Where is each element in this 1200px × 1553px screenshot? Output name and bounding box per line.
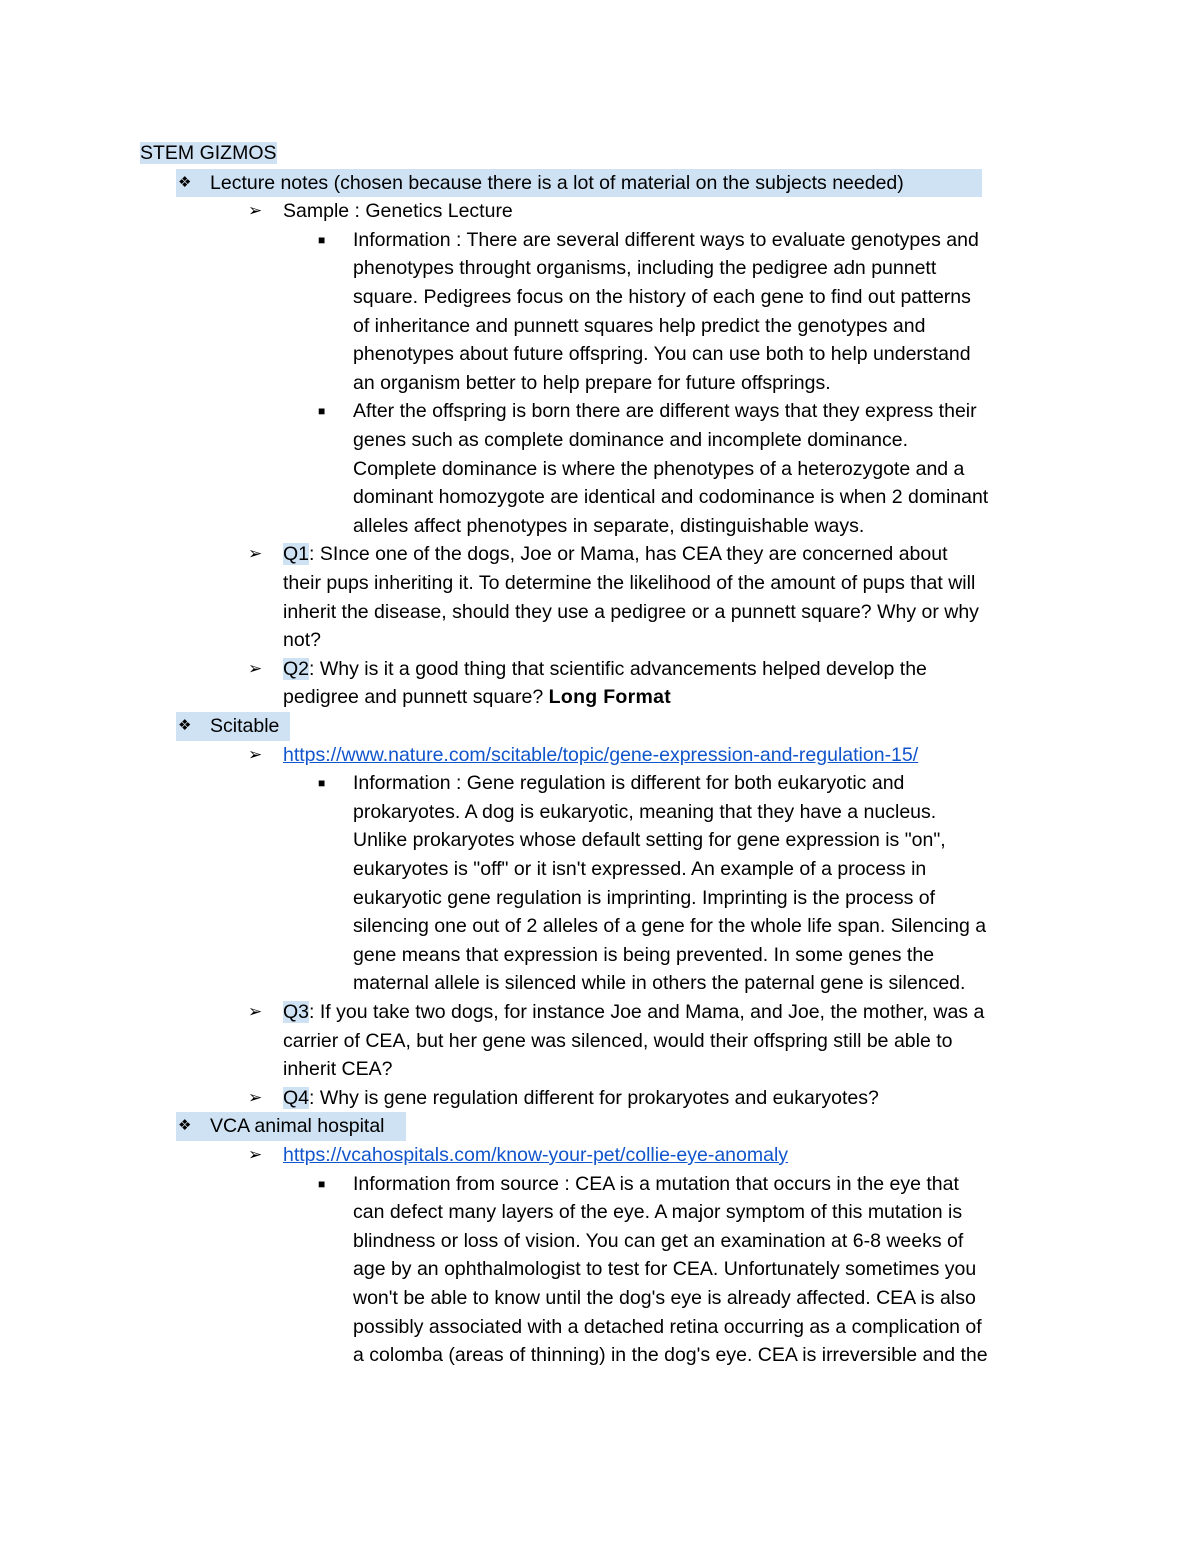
- info-text: silencing one out of 2 alleles of a gene for the whole life span. Silencing a: [353, 915, 987, 938]
- info-text: gene means that expression is being prevented. In some genes the: [353, 943, 935, 966]
- info-text: After the offspring is born there are different ways that they express their: [353, 400, 977, 423]
- q2-bold-note: Long Format: [548, 686, 672, 709]
- square-bullet-icon: ■: [318, 232, 326, 247]
- q2-text: : Why is it a good thing that scientific advancements helped develop the: [309, 657, 927, 680]
- arrow-bullet-icon: ➢: [248, 1002, 263, 1021]
- diamond-bullet-icon: ❖: [178, 717, 192, 734]
- info-text: eukaryotic gene regulation is imprinting. Imprinting is the process of: [353, 886, 936, 909]
- vca-link[interactable]: https://vcahospitals.com/know-your-pet/collie-eye-anomaly: [283, 1144, 789, 1166]
- info-text: prokaryotes. A dog is eukaryotic, meaning that they have a nucleus.: [353, 800, 937, 823]
- info-text: blindness or loss of vision. You can get an examination at 6-8 weeks of: [353, 1229, 964, 1252]
- info-text: Information : There are several different ways to evaluate genotypes and: [353, 228, 979, 251]
- q2-text: pedigree and punnett square?: [283, 686, 549, 709]
- q3-label: Q3: [283, 1001, 310, 1023]
- q4-label: Q4: [283, 1086, 310, 1109]
- q1-text: their pups inheriting it. To determine the likelihood of the amount of pups that will: [283, 572, 976, 594]
- info-text: Complete dominance is where the phenotypes of a heterozygote and a: [353, 457, 965, 480]
- info-text: of inheritance and punnett squares help predict the genotypes and: [353, 314, 926, 337]
- arrow-bullet-icon: ➢: [248, 1145, 263, 1164]
- arrow-bullet-icon: ➢: [248, 1087, 263, 1107]
- info-text: square. Pedigrees focus on the history of each gene to find out patterns: [353, 286, 971, 308]
- square-bullet-icon: ■: [318, 1176, 326, 1191]
- diamond-bullet-icon: ❖: [178, 173, 192, 191]
- heading-text: Lecture notes (chosen because there is a lot of material on the subjects needed): [210, 171, 904, 194]
- info-text: alleles affect phenotypes in separate, distinguishable ways.: [353, 514, 865, 537]
- square-bullet-icon: ■: [318, 404, 326, 419]
- q1-text: : SInce one of the dogs, Joe or Mama, has CEA they are concerned about: [309, 543, 948, 566]
- info-text: won't be able to know until the dog's eye is already affected. CEA is also: [353, 1287, 976, 1309]
- q1-text: inherit the disease, should they use a pedigree or a punnett square? Why or why: [283, 600, 979, 623]
- info-text: Unlike prokaryotes whose default setting for gene expression is "on",: [353, 829, 946, 852]
- arrow-bullet-icon: ➢: [248, 544, 263, 564]
- info-text: age by an ophthalmologist to test for CEA. Unfortunately sometimes you: [353, 1258, 977, 1281]
- info-text: eukaryotes is "off" or it isn't expressed. An example of a process in: [353, 858, 927, 880]
- arrow-bullet-icon: ➢: [248, 658, 263, 678]
- sample-label: Sample : Genetics Lecture: [283, 200, 513, 223]
- info-text: an organism better to help prepare for future offsprings.: [353, 371, 831, 394]
- q1-text: not?: [283, 629, 321, 652]
- diamond-bullet-icon: ❖: [178, 1117, 192, 1135]
- q3-text: : If you take two dogs, for instance Joe and Mama, and Joe, the mother, was a: [309, 1001, 985, 1023]
- heading-text: Scitable: [210, 715, 280, 737]
- scitable-link[interactable]: https://www.nature.com/scitable/topic/gene-expression-and-regulation-15/: [283, 743, 919, 766]
- info-text: Information : Gene regulation is different for both eukaryotic and: [353, 772, 905, 795]
- info-text: can defect many layers of the eye. A major symptom of this mutation is: [353, 1201, 963, 1224]
- info-text: possibly associated with a detached retina occurring as a complication of: [353, 1315, 982, 1338]
- q3-text: inherit CEA?: [283, 1058, 393, 1081]
- info-text: genes such as complete dominance and incomplete dominance.: [353, 429, 909, 451]
- q1-label: Q1: [283, 543, 310, 566]
- heading-text: VCA animal hospital: [210, 1115, 385, 1138]
- document-title: [140, 139, 277, 168]
- q4-text: : Why is gene regulation different for prokaryotes and eukaryotes?: [309, 1086, 879, 1109]
- info-text: a colomba (areas of thinning) in the dog's eye. CEA is irreversible and the: [353, 1344, 988, 1367]
- info-text: dominant homozygote are identical and codominance is when 2 dominant: [353, 486, 989, 509]
- square-bullet-icon: ■: [318, 776, 326, 791]
- info-text: phenotypes about future offspring. You can use both to help understand: [353, 343, 971, 366]
- arrow-bullet-icon: ➢: [248, 201, 263, 221]
- q3-text: carrier of CEA, but her gene was silenced, would their offspring still be able to: [283, 1029, 953, 1052]
- info-text: phenotypes throught organisms, including the pedigree adn punnett: [353, 257, 937, 280]
- info-text: Information from source : CEA is a mutation that occurs in the eye that: [353, 1172, 959, 1195]
- arrow-bullet-icon: ➢: [248, 744, 263, 764]
- info-text: maternal allele is silenced while in others the paternal gene is silenced.: [353, 972, 966, 995]
- title-text: STEM GIZMOS: [140, 142, 277, 164]
- q2-label: Q2: [283, 657, 310, 680]
